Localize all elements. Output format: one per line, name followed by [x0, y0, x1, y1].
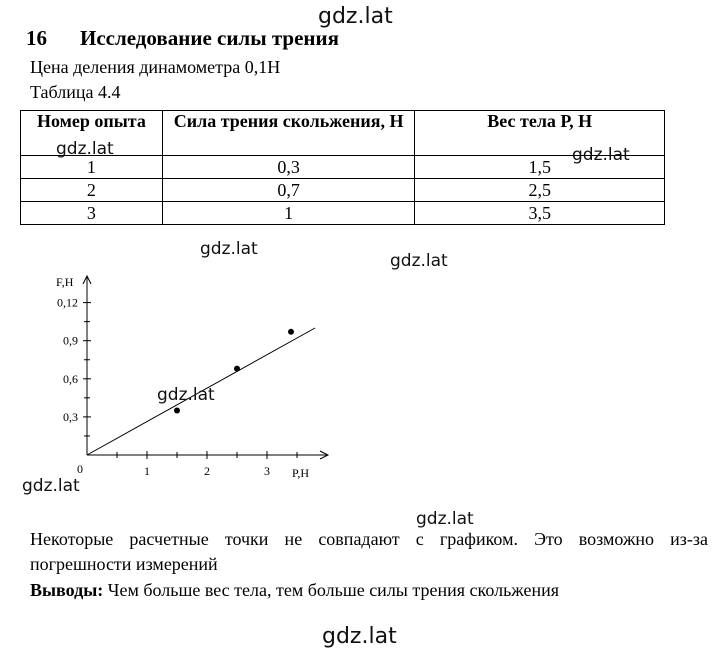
- data-point: [288, 329, 294, 335]
- table-row: [21, 202, 665, 225]
- watermark-chart-3: gdz.lat: [157, 385, 215, 405]
- table-cell: 2,5: [415, 179, 665, 202]
- table-cell: 0,3: [162, 156, 415, 179]
- section-number: 16: [26, 26, 47, 50]
- friction-chart: [40, 268, 330, 483]
- section-title: [26, 26, 339, 51]
- conclusion: [30, 580, 559, 601]
- watermark-table-left: gdz.lat: [56, 139, 114, 159]
- x-tick-label: 1: [144, 464, 150, 478]
- x-axis-label: P,H: [292, 466, 310, 480]
- table-cell: 3,5: [415, 202, 665, 225]
- y-tick-label: 0,12: [57, 295, 78, 310]
- table-cell: 1: [21, 156, 163, 179]
- observation-paragraph: Некоторые расчетные точки не совпадают с графиком. Это возможно из-за погрешности измерений: [30, 529, 708, 574]
- division-value: Цена деления динамометра 0,1Н: [30, 57, 281, 77]
- watermark-chart-1: gdz.lat: [200, 239, 258, 259]
- table-caption: Таблица 4.4: [30, 82, 121, 102]
- table-cell: 1: [162, 202, 415, 225]
- x-tick-label: 3: [264, 464, 270, 478]
- table-cell: 2: [21, 179, 163, 202]
- data-point: [174, 408, 180, 414]
- watermark-bottom: gdz.lat: [322, 624, 397, 649]
- watermark-chart-5: gdz.lat: [416, 509, 474, 529]
- x-tick-label: 2: [204, 464, 210, 478]
- column-header: Номер опыта: [21, 111, 163, 156]
- watermark-table-right: gdz.lat: [572, 145, 630, 165]
- table-cell: 0,7: [162, 179, 415, 202]
- results-table: [20, 110, 665, 225]
- table-cell: 1,5: [415, 156, 665, 179]
- section-title-text: Исследование силы трения: [80, 26, 339, 50]
- column-header: Вес тела Р, Н: [415, 111, 665, 156]
- y-tick-label: 0,6: [63, 371, 78, 386]
- watermark-chart-2: gdz.lat: [390, 251, 448, 271]
- watermark-top: gdz.lat: [318, 4, 393, 29]
- y-tick-label: 0,3: [63, 409, 78, 424]
- y-tick-label: 0,9: [63, 333, 78, 348]
- table-cell: 3: [21, 202, 163, 225]
- data-point: [234, 366, 240, 372]
- y-axis-label: F,H: [56, 275, 74, 289]
- column-header: Сила трения скольжения, Н: [162, 111, 415, 156]
- table-header-row: [21, 111, 665, 156]
- conclusion-text: Чем больше вес тела, тем больше силы трения скольжения: [103, 580, 560, 600]
- table-row: [21, 179, 665, 202]
- conclusion-label: Выводы:: [30, 580, 104, 600]
- table-row: [21, 156, 665, 179]
- origin-label: 0: [77, 462, 83, 476]
- watermark-chart-4: gdz.lat: [22, 476, 80, 496]
